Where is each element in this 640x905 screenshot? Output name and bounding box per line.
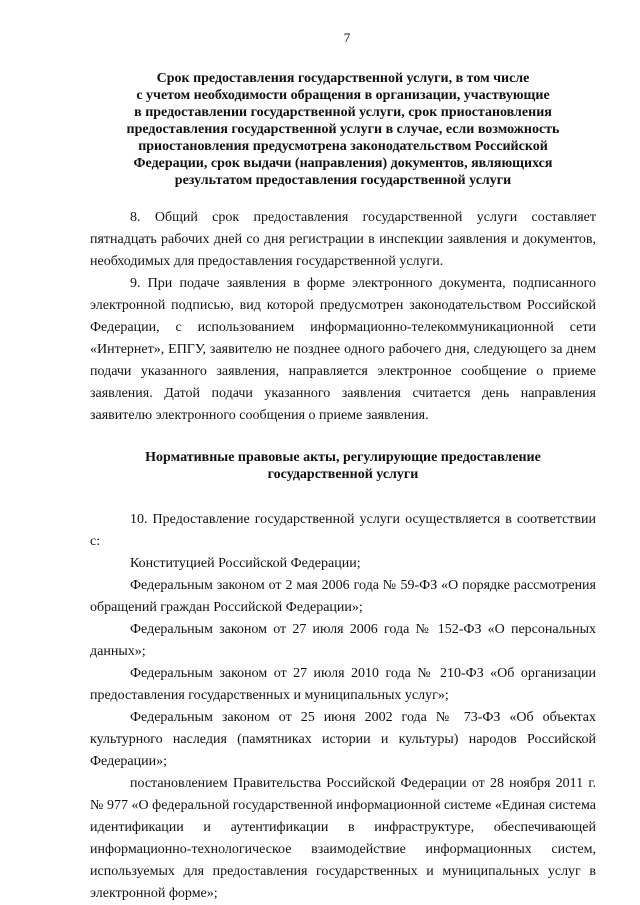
paragraph-10: 10. Предоставление государственной услуги осуществляется в соответствии с:	[90, 512, 596, 549]
legal-act-constitution: Конституцией Российской Федерации;	[130, 556, 361, 571]
legal-act-decree-977: постановлением Правительства Российской Федерации от 28 ноября 2011 г. № 977 «О федеральной государственной информационной системе «Единая система идентификации и аутентификации в инфраструктуре, обеспечивающей информационно-технологическое взаимодействие информационных систем, используемых для предоставления государственных и муниципальных услуг в электронной форме»;	[90, 776, 596, 901]
section-heading-service-period	[90, 70, 596, 189]
legal-act-152-fz: Федеральным законом от 27 июля 2006 года № 152-ФЗ «О персональных данных»;	[90, 622, 596, 659]
heading-line: с учетом необходимости обращения в организации, участвующие	[136, 88, 550, 103]
legal-act-210-fz: Федеральным законом от 27 июля 2010 года № 210-ФЗ «Об организации предоставления государственных и муниципальных услуг»;	[90, 666, 596, 703]
heading-line: Нормативные правовые акты, регулирующие предоставление	[145, 450, 541, 465]
heading-line: предоставления государственной услуги в случае, если возможность	[126, 122, 560, 137]
paragraph-9: 9. При подаче заявления в форме электронного документа, подписанного электронной подписью, вид которой предусмотрен законодательством Российской Федерации, с использованием информационно-телекоммуникационной сети «Интернет», ЕПГУ, заявителю не позднее одного рабочего дня, следующего за днем подачи указанного заявления, направляется электронное сообщение о приеме заявления. Датой подачи указанного заявления считается день направления заявителю электронного сообщения о приеме заявления.	[90, 276, 596, 423]
legal-act-59-fz: Федеральным законом от 2 мая 2006 года № 59-ФЗ «О порядке рассмотрения обращений граждан Российской Федерации»;	[90, 578, 596, 615]
heading-line: результатом предоставления государственной услуги	[174, 173, 512, 188]
heading-line: Федерации, срок выдачи (направления) документов, являющихся	[133, 156, 553, 171]
page-number: 7	[343, 30, 351, 45]
heading-line: Срок предоставления государственной услуги, в том числе	[156, 71, 530, 86]
legal-act-73-fz: Федеральным законом от 25 июня 2002 года № 73-ФЗ «Об объектах культурного наследия (памятниках истории и культуры) народов Российской Федерации»;	[90, 710, 596, 769]
heading-line: приостановления предусмотрена законодательством Российской	[138, 139, 548, 154]
heading-line: в предоставлении государственной услуги, срок приостановления	[134, 105, 552, 120]
paragraph-8: 8. Общий срок предоставления государственной услуги составляет пятнадцать рабочих дней со дня регистрации в инспекции заявления и документов, необходимых для предоставления государственной услуги.	[90, 210, 596, 269]
heading-line: государственной услуги	[267, 467, 419, 482]
section-heading-legal-acts	[90, 449, 596, 483]
